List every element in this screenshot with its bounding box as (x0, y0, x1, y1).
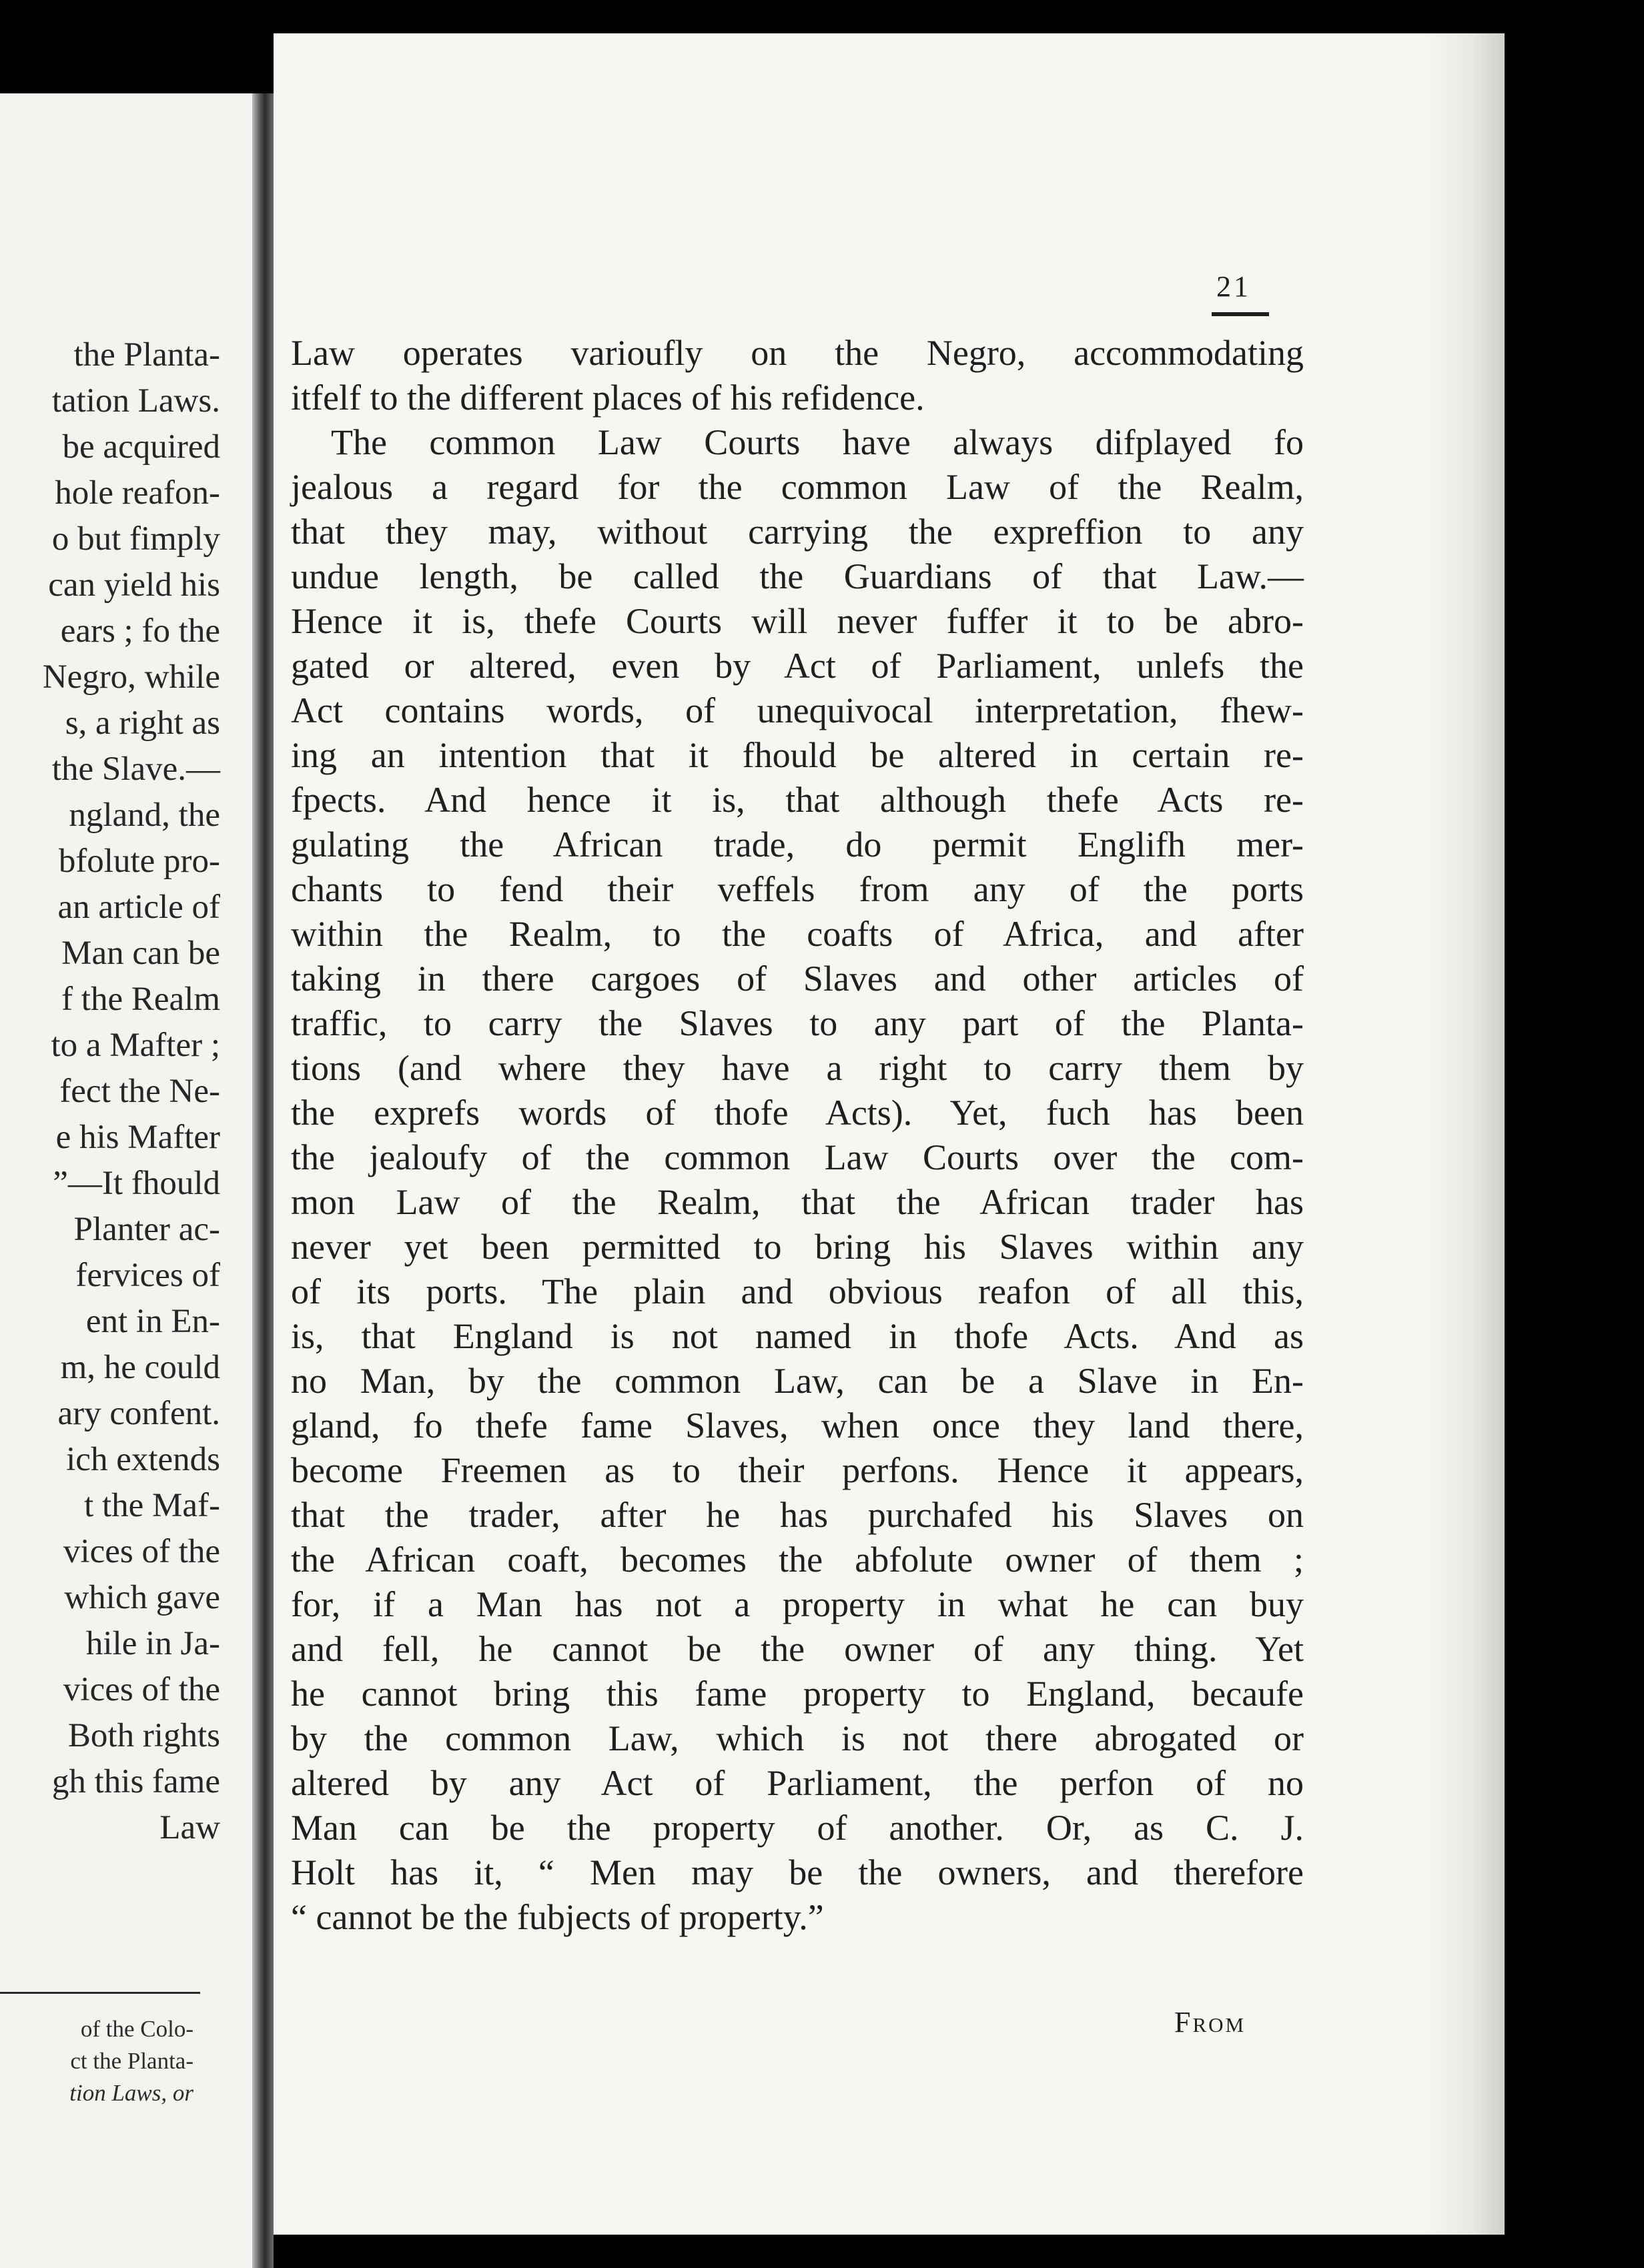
text-line: is, that England is not named in thofe Acts. And as (291, 1316, 1304, 1356)
right-page-text (291, 331, 1304, 1940)
left-page-footnote (0, 2013, 193, 2109)
text-line: bfolute pro- (58, 842, 220, 880)
text-line: can yield his (48, 566, 220, 604)
left-page (0, 93, 252, 2268)
text-line: fervices of (75, 1257, 220, 1294)
text-line: tation Laws. (51, 382, 220, 420)
text-line: ears ; fo the (60, 612, 220, 650)
text-line: itfelf to the different places of his refidence. (291, 378, 925, 418)
page-number: 21 (1216, 270, 1251, 303)
text-line: Planter ac- (73, 1211, 220, 1248)
text-line: which gave (64, 1579, 220, 1616)
text-line: Act contains words, of unequivocal interpretation, fhew- (291, 690, 1304, 730)
text-line: mon Law of the Realm, that the African trader has (291, 1182, 1304, 1222)
text-line: t the Maf- (84, 1487, 220, 1524)
right-page (274, 33, 1505, 2235)
page-number-rule (1212, 312, 1269, 316)
text-line: for, if a Man has not a property in what he can buy (291, 1584, 1304, 1624)
text-line: gh this fame (51, 1763, 220, 1800)
text-line: ”—It fhould (53, 1165, 220, 1202)
catchword: From (1174, 2006, 1246, 2039)
text-line: vices of the (63, 1533, 220, 1570)
text-line: altered by any Act of Parliament, the perfon of no (291, 1763, 1304, 1803)
text-line: undue length, be called the Guardians of that Law.— (291, 556, 1304, 596)
text-line: the Slave.— (51, 750, 220, 788)
text-line: ent in En- (85, 1303, 220, 1340)
text-line: no Man, by the common Law, can be a Slave in En- (291, 1361, 1304, 1401)
text-line: an article of (57, 889, 220, 926)
text-line: that the trader, after he has purchafed his Slaves on (291, 1495, 1304, 1535)
text-line: jealous a regard for the common Law of the Realm, (291, 467, 1304, 507)
text-line: hile in Ja- (85, 1625, 220, 1662)
text-line: e his Mafter (55, 1119, 220, 1156)
text-line: Negro, while (42, 658, 220, 696)
text-line: ary confent. (57, 1395, 220, 1432)
text-line: that they may, without carrying the expreffion to any (291, 512, 1304, 552)
footnote-line: tion Laws, or (69, 2080, 193, 2106)
text-line: vices of the (63, 1671, 220, 1708)
text-line: never yet been permitted to bring his Slaves within any (291, 1227, 1304, 1267)
footnote-line: ct the Planta- (70, 2048, 193, 2074)
text-line: the Planta- (73, 336, 220, 374)
text-line: Man can be the property of another. Or, as C. J. (291, 1808, 1304, 1848)
text-line: by the common Law, which is not there abrogated or (291, 1718, 1304, 1758)
text-line: gulating the African trade, do permit Englifh mer- (291, 824, 1304, 865)
text-line: fect the Ne- (59, 1073, 220, 1110)
footnote-rule (0, 1992, 200, 1994)
text-line: Law (159, 1809, 220, 1846)
text-line: the jealoufy of the common Law Courts over the com- (291, 1137, 1304, 1177)
text-line: o but fimply (51, 520, 220, 558)
text-line: m, he could (60, 1349, 220, 1386)
book-gutter (252, 93, 274, 2268)
text-line: Both rights (67, 1717, 220, 1754)
text-line: ich extends (66, 1441, 220, 1478)
left-page-text (0, 332, 220, 1851)
text-line: fpects. And hence it is, that although thefe Acts re- (291, 780, 1304, 820)
text-line: to a Mafter ; (51, 1027, 220, 1064)
text-line: chants to fend their veffels from any of the ports (291, 869, 1304, 909)
text-line: Law operates varioufly on the Negro, accommodating (291, 333, 1304, 373)
text-line: traffic, to carry the Slaves to any part of the Planta- (291, 1003, 1304, 1043)
text-line: gland, fo thefe fame Slaves, when once they land there, (291, 1405, 1304, 1446)
text-line: of its ports. The plain and obvious reafon of all this, (291, 1271, 1304, 1311)
text-line: s, a right as (65, 704, 220, 742)
text-line: tions (and where they have a right to carry them by (291, 1048, 1304, 1088)
text-line: gated or altered, even by Act of Parliament, unlefs the (291, 646, 1304, 686)
text-line: become Freemen as to their perfons. Hence it appears, (291, 1450, 1304, 1490)
text-line: taking in there cargoes of Slaves and other articles of (291, 959, 1304, 999)
text-line: Man can be (61, 935, 220, 972)
text-line: hole reafon- (55, 474, 220, 512)
text-line: be acquired (62, 428, 220, 466)
text-line: ngland, the (69, 796, 220, 834)
text-line: “ cannot be the fubjects of property.” (291, 1897, 824, 1937)
text-line: The common Law Courts have always difplayed fo (331, 422, 1304, 462)
text-line: the African coaft, becomes the abfolute owner of them ; (291, 1540, 1304, 1580)
text-line: the exprefs words of thofe Acts). Yet, fuch has been (291, 1093, 1304, 1133)
text-line: and fell, he cannot be the owner of any thing. Yet (291, 1629, 1304, 1669)
text-line: f the Realm (61, 981, 220, 1018)
text-line: he cannot bring this fame property to England, becaufe (291, 1674, 1304, 1714)
footnote-line: of the Colo- (80, 2016, 193, 2042)
text-line: Hence it is, thefe Courts will never fuffer it to be abro- (291, 601, 1304, 641)
text-line: Holt has it, “ Men may be the owners, and therefore (291, 1852, 1304, 1892)
text-line: ing an intention that it fhould be altered in certain re- (291, 735, 1304, 775)
text-line: within the Realm, to the coafts of Africa, and after (291, 914, 1304, 954)
